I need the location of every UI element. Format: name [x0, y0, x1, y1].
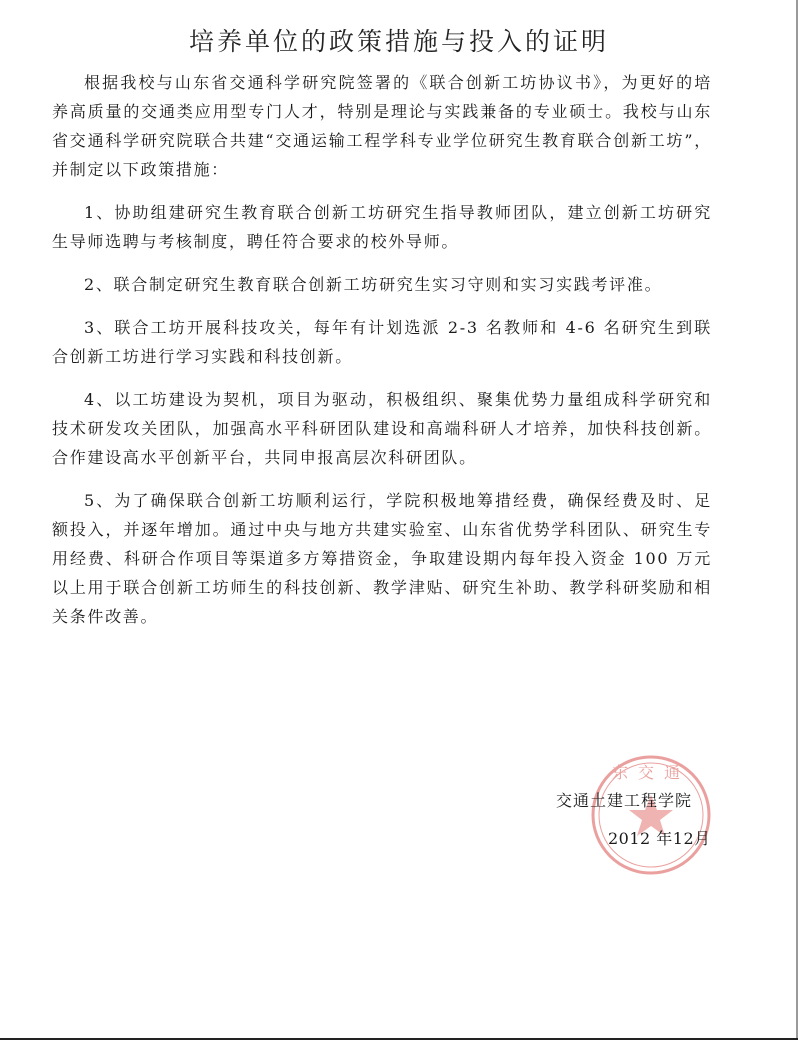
document-title: 培养单位的政策措施与投入的证明	[188, 27, 609, 56]
issuer-signature: 交通土建工程学院	[556, 791, 693, 810]
paragraph-item-2: 2、联合制定研究生教育联合创新工坊研究生实习守则和实习实践考评准。	[84, 275, 663, 294]
document-body	[52, 68, 712, 631]
paragraph-item-4: 4、以工坊建设为契机，项目为驱动，积极组织、聚集优势力量组成科学研究和技术研发攻关团队，加强高水平科研团队建设和高端科研人才培养，加快科技创新。合作建设高水平创新平台，共同申报高层次科研团队。	[52, 390, 712, 467]
paragraph-item-1: 1、协助组建研究生教育联合创新工坊研究生指导教师团队，建立创新工坊研究生导师选聘与考核制度，聘任符合要求的校外导师。	[52, 203, 712, 251]
svg-text:东交通: 东交通	[611, 763, 691, 782]
paragraph-item-5: 5、为了确保联合创新工坊顺利运行，学院积极地筹措经费，确保经费及时、足额投入，并逐年增加。通过中央与地方共建实验室、山东省优势学科团队、研究生专用经费、科研合作项目等渠道多方筹措资金，争取建设期内每年投入资金 100 万元以上用于联合创新工坊师生的科技创新、教学津贴、研究生补助、教学科研奖励和相关条件改善。	[52, 491, 712, 626]
paragraph-item-3: 3、联合工坊开展科技攻关，每年有计划选派 2-3 名教师和 4-6 名研究生到联合创新工坊进行学习实践和科技创新。	[52, 318, 712, 366]
issue-date: 2012 年12月	[608, 829, 711, 848]
paragraph-intro: 根据我校与山东省交通科学研究院签署的《联合创新工坊协议书》，为更好的培养高质量的交通类应用型专门人才，特别是理论与实践兼备的专业硕士。我校与山东省交通科学研究院联合共建“交通运输工程学科专业学位研究生教育联合创新工坊”，并制定以下政策措施：	[52, 73, 712, 179]
official-seal-stamp	[586, 750, 716, 880]
